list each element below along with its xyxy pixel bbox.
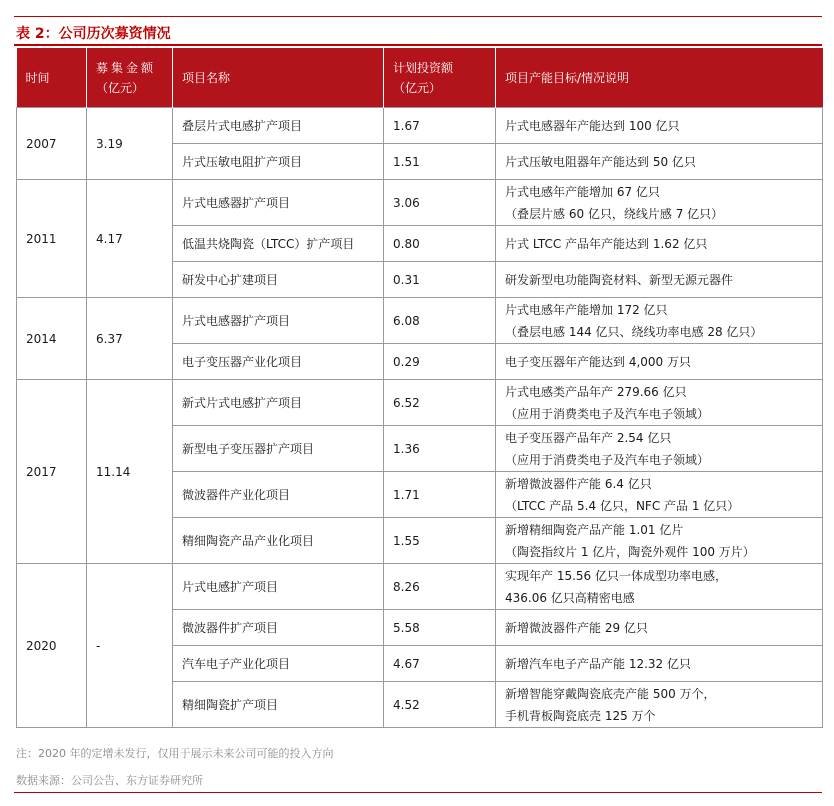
project-name-cell: 新式片式电感扩产项目 <box>173 380 384 426</box>
planned-investment-cell: 1.67 <box>384 108 496 144</box>
target-line: 电子变压器年产能达到 4,000 万只 <box>505 354 691 369</box>
planned-investment-cell: 3.06 <box>384 180 496 226</box>
top-rule <box>14 16 822 17</box>
header-amount: 募集金额 （亿元） <box>87 48 173 108</box>
target-line: 手机背板陶瓷底壳 125 万个 <box>505 708 656 723</box>
bottom-rule <box>14 792 822 793</box>
project-name-cell: 精细陶瓷产品产业化项目 <box>173 518 384 564</box>
capacity-target-cell <box>496 426 823 472</box>
planned-investment-cell: 1.71 <box>384 472 496 518</box>
amount-cell: 4.17 <box>87 180 173 298</box>
table-row <box>17 564 823 610</box>
capacity-target-cell <box>496 646 823 682</box>
project-name-cell: 叠层片式电感扩产项目 <box>173 108 384 144</box>
project-name-cell: 片式电感器扩产项目 <box>173 298 384 344</box>
planned-investment-cell: 1.36 <box>384 426 496 472</box>
target-line: 电子变压器产品年产 2.54 亿只 <box>505 430 672 445</box>
target-line: 片式压敏电阻器年产能达到 50 亿只 <box>505 154 696 169</box>
planned-investment-cell: 4.52 <box>384 682 496 728</box>
target-line: 新增微波器件产能 6.4 亿只 <box>505 476 652 491</box>
table-row <box>17 108 823 144</box>
title-rule <box>14 44 822 46</box>
target-line: 新增汽车电子产品产能 12.32 亿只 <box>505 656 691 671</box>
header-time: 时间 <box>17 48 87 108</box>
header-project: 项目名称 <box>173 48 384 108</box>
target-line: 片式 LTCC 产品年产能达到 1.62 亿只 <box>505 236 708 251</box>
target-line: 实现年产 15.56 亿只一体成型功率电感， <box>505 568 727 583</box>
year-cell: 2020 <box>17 564 87 728</box>
target-line: 片式电感年产能增加 67 亿只 <box>505 184 660 199</box>
capacity-target-cell <box>496 180 823 226</box>
planned-investment-cell: 5.58 <box>384 610 496 646</box>
amount-cell: 3.19 <box>87 108 173 180</box>
amount-cell: - <box>87 564 173 728</box>
target-line: （陶瓷指纹片 1 亿片，陶瓷外观件 100 万片） <box>505 544 755 559</box>
capacity-target-cell <box>496 682 823 728</box>
footnote: 注：2020 年的定增未发行，仅用于展示未来公司可能的投入方向 <box>16 747 334 760</box>
planned-investment-cell: 0.29 <box>384 344 496 380</box>
target-line: 新增微波器件产能 29 亿只 <box>505 620 648 635</box>
amount-cell: 6.37 <box>87 298 173 380</box>
planned-investment-cell: 6.08 <box>384 298 496 344</box>
year-cell: 2011 <box>17 180 87 298</box>
capacity-target-cell <box>496 226 823 262</box>
planned-investment-cell: 1.51 <box>384 144 496 180</box>
year-cell: 2007 <box>17 108 87 180</box>
project-name-cell: 片式电感扩产项目 <box>173 564 384 610</box>
planned-investment-cell: 1.55 <box>384 518 496 564</box>
target-line: （应用于消费类电子及汽车电子领域） <box>505 452 710 467</box>
year-cell: 2014 <box>17 298 87 380</box>
amount-cell: 11.14 <box>87 380 173 564</box>
planned-investment-cell: 0.80 <box>384 226 496 262</box>
capacity-target-cell <box>496 298 823 344</box>
table-row <box>17 298 823 344</box>
project-name-cell: 精细陶瓷扩产项目 <box>173 682 384 728</box>
project-name-cell: 低温共烧陶瓷（LTCC）扩产项目 <box>173 226 384 262</box>
planned-investment-cell: 4.67 <box>384 646 496 682</box>
capacity-target-cell <box>496 564 823 610</box>
table-row <box>17 180 823 226</box>
target-line: （叠层电感 144 亿只、绕线功率电感 28 亿只） <box>505 324 763 339</box>
table-body <box>17 108 823 728</box>
capacity-target-cell <box>496 380 823 426</box>
project-name-cell: 电子变压器产业化项目 <box>173 344 384 380</box>
capacity-target-cell <box>496 472 823 518</box>
project-name-cell: 微波器件产业化项目 <box>173 472 384 518</box>
table-row <box>17 380 823 426</box>
capacity-target-cell <box>496 610 823 646</box>
target-line: 片式电感类产品年产 279.66 亿只 <box>505 384 687 399</box>
target-line: 研发新型电功能陶瓷材料、新型无源元器件 <box>505 272 734 287</box>
target-line: （LTCC 产品 5.4 亿只，NFC 产品 1 亿只） <box>505 498 740 513</box>
capacity-target-cell <box>496 108 823 144</box>
project-name-cell: 微波器件扩产项目 <box>173 610 384 646</box>
data-source: 数据来源：公司公告、东方证券研究所 <box>16 774 203 787</box>
capacity-target-cell <box>496 262 823 298</box>
target-line: 片式电感年产能增加 172 亿只 <box>505 302 668 317</box>
planned-investment-cell: 8.26 <box>384 564 496 610</box>
target-line: （应用于消费类电子及汽车电子领域） <box>505 406 710 421</box>
capacity-target-cell <box>496 144 823 180</box>
target-line: （叠层片感 60 亿只，绕线片感 7 亿只） <box>505 206 724 221</box>
project-name-cell: 片式压敏电阻扩产项目 <box>173 144 384 180</box>
fundraising-table <box>16 48 823 728</box>
project-name-cell: 片式电感器扩产项目 <box>173 180 384 226</box>
capacity-target-cell <box>496 518 823 564</box>
header-plan: 计划投资额 （亿元） <box>384 48 496 108</box>
planned-investment-cell: 0.31 <box>384 262 496 298</box>
project-name-cell: 新型电子变压器扩产项目 <box>173 426 384 472</box>
header-target: 项目产能目标/情况说明 <box>496 48 823 108</box>
target-line: 片式电感器年产能达到 100 亿只 <box>505 118 680 133</box>
capacity-target-cell <box>496 344 823 380</box>
year-cell: 2017 <box>17 380 87 564</box>
target-line: 新增智能穿戴陶瓷底壳产能 500 万个， <box>505 686 716 701</box>
project-name-cell: 汽车电子产业化项目 <box>173 646 384 682</box>
planned-investment-cell: 6.52 <box>384 380 496 426</box>
target-line: 新增精细陶瓷产品产能 1.01 亿片 <box>505 522 684 537</box>
table-title: 表 2：公司历次募资情况 <box>16 26 171 42</box>
table-header-row <box>17 48 823 108</box>
target-line: 436.06 亿只高精密电感 <box>505 590 635 605</box>
project-name-cell: 研发中心扩建项目 <box>173 262 384 298</box>
